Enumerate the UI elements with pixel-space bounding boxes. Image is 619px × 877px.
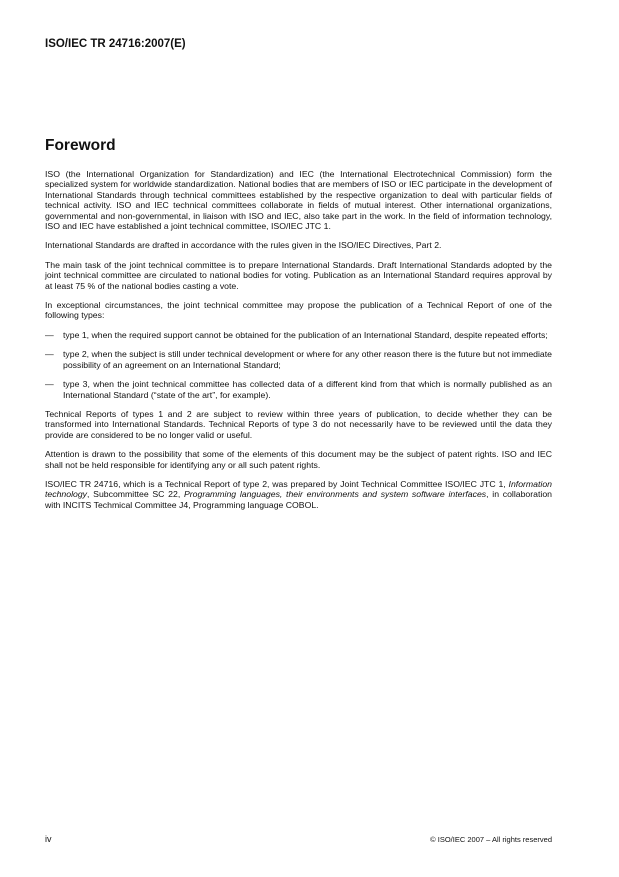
copyright-notice: © ISO/IEC 2007 – All rights reserved xyxy=(430,835,552,844)
list-item-text: type 3, when the joint technical committee has collected data of a different kind from that which is normally published as an International Standard (“state of the art”, for example). xyxy=(63,379,552,400)
paragraph: Attention is drawn to the possibility that some of the elements of this document may be the subject of patent rights. ISO and IEC shall not be held responsible for identifying any or all such patent rights. xyxy=(45,449,552,470)
paragraph: Technical Reports of types 1 and 2 are subject to review within three years of publication, to decide whether they can be transformed into International Standards. Technical Reports of type 3 do not necessarily have to be reviewed until the data they provide are considered to be no longer valid or useful. xyxy=(45,408,552,440)
page-number: iv xyxy=(45,834,52,844)
paragraph: International Standards are drafted in accordance with the rules given in the ISO/IEC Directives, Part 2. xyxy=(45,240,442,251)
foreword-body xyxy=(45,169,552,519)
text-span: , in collaboration with INCITS Techmical Committee J4, Programming language COBOL. xyxy=(45,489,552,510)
list-item xyxy=(45,330,552,340)
dash-marker: — xyxy=(45,329,54,340)
document-id-header: ISO/IEC TR 24716:2007(E) xyxy=(45,38,186,50)
paragraph: ISO (the International Organization for Standardization) and IEC (the International Electrotechnical Commission) form the specialized system for worldwide standardization. National bodies that are members of ISO or IEC participate in the development of International Standards through technical committees established by the respective organization to deal with particular fields of technical activity. ISO and IEC technical committees collaborate in fields of mutual interest. Other international organizations, governmental and non-governmental, in liaison with ISO and IEC, also take part in the work. In the field of information technology, ISO and IEC have established a joint technical committee, ISO/IEC JTC 1. xyxy=(45,169,552,232)
text-span: , Subcommittee SC 22, xyxy=(87,489,184,500)
list-item xyxy=(45,379,552,400)
italic-subcommittee-title: Programming languages, their environments and system software interfaces xyxy=(183,489,487,500)
list-item-text: type 2, when the subject is still under technical development or where for any other reason there is the future but not immediate possibility of an agreement on an International Standard; xyxy=(63,349,552,370)
italic-committee-title: Information technology xyxy=(45,478,552,500)
dash-marker: — xyxy=(45,379,54,390)
preparation-paragraph xyxy=(45,479,552,510)
paragraph: In exceptional circumstances, the joint technical committee may propose the publication of a Technical Report of one of the following types: xyxy=(45,300,552,321)
paragraph: The main task of the joint technical committee is to prepare International Standards. Draft International Standards adopted by the joint technical committee are circulated to national bodies for voting. Publication as an International Standard requires approval by at least 75 % of the national bodies casting a vote. xyxy=(45,259,552,291)
list-item xyxy=(45,349,552,370)
text-span: ISO/IEC TR 24716, which is a Technical Report of type 2, was prepared by Joint Technical Committee ISO/IEC JTC 1, xyxy=(45,478,509,489)
page-title: Foreword xyxy=(45,137,116,154)
dash-marker: — xyxy=(45,349,54,360)
list-item-text: type 1, when the required support cannot be obtained for the publication of an International Standard, despite repeated efforts; xyxy=(63,329,548,340)
